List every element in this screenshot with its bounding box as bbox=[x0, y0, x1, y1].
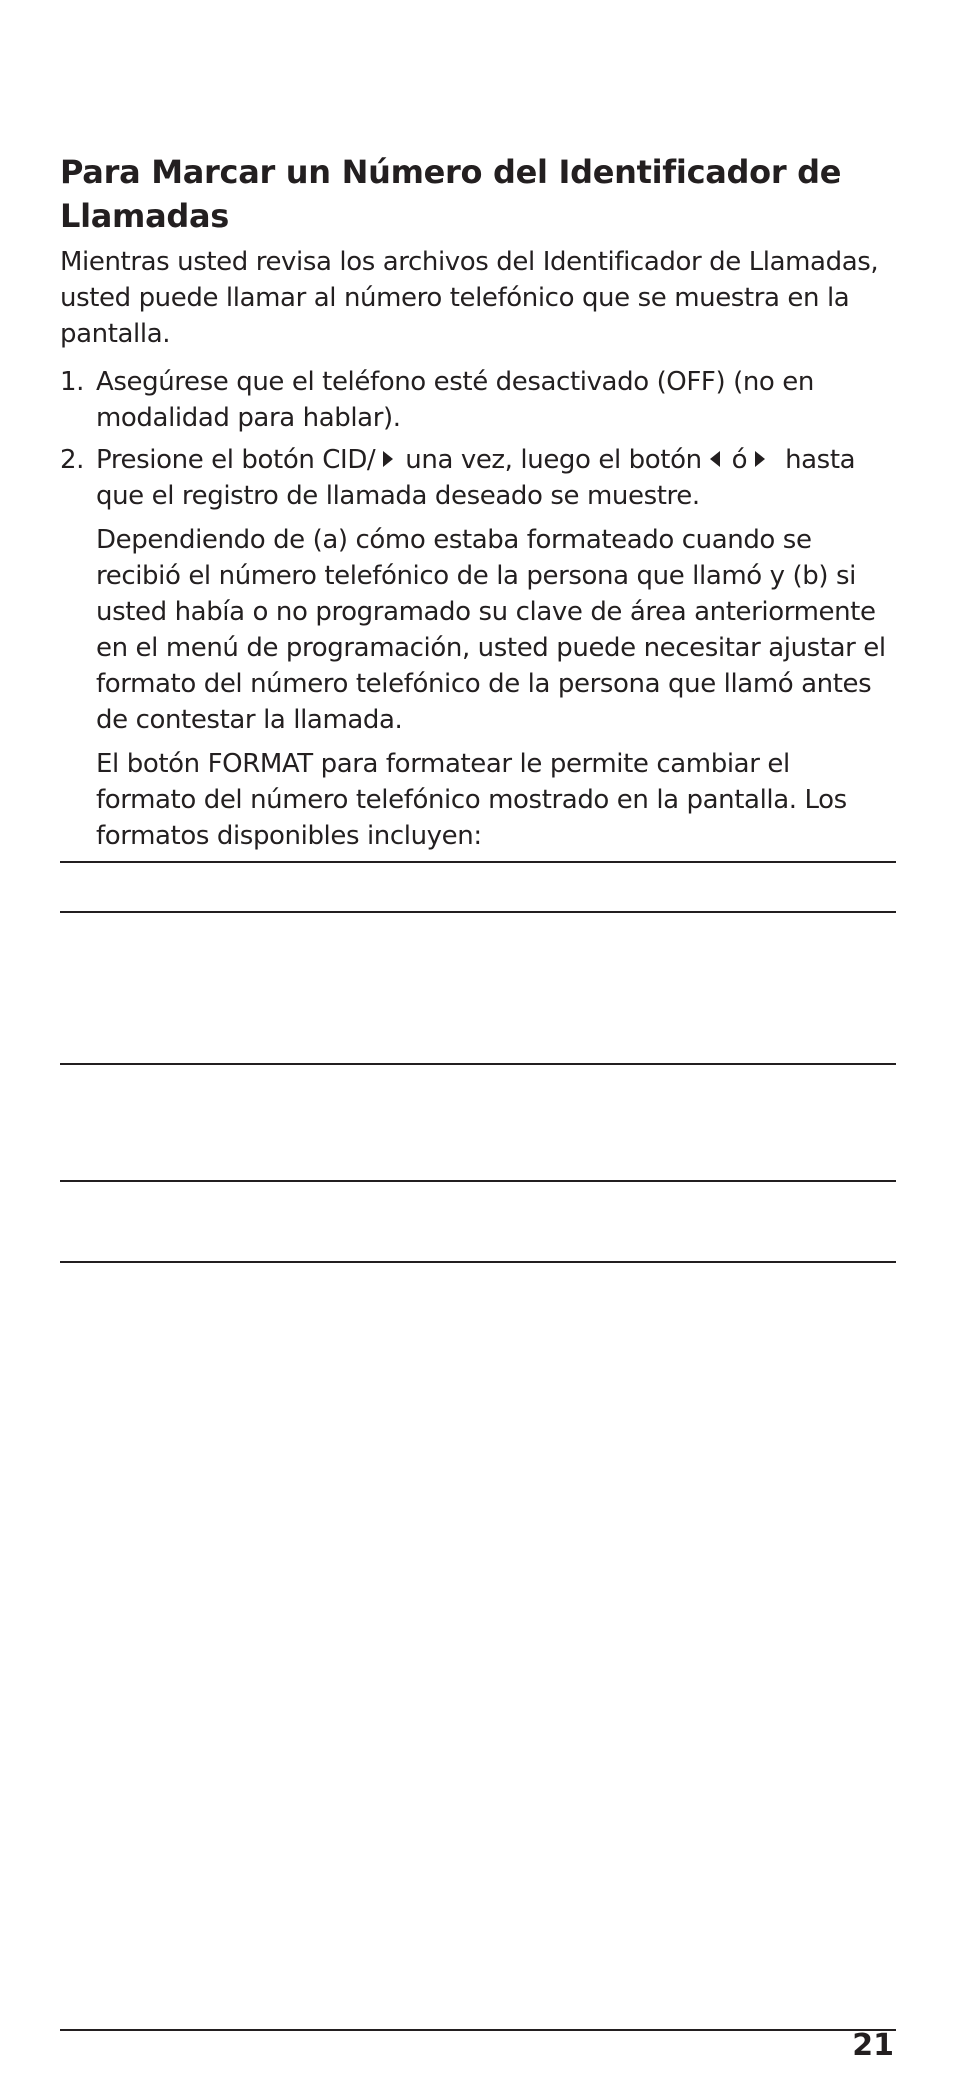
table-rule-3 bbox=[60, 1063, 896, 1065]
manual-page bbox=[60, 150, 896, 854]
step-1 bbox=[60, 364, 896, 436]
step-2-text-d: hasta que el registro de llamada deseado se muestre. bbox=[96, 445, 856, 511]
step-2-text-c: ó bbox=[731, 445, 748, 475]
step-2-text-b: una vez, luego el botón bbox=[405, 445, 702, 475]
step-2 bbox=[60, 442, 896, 514]
step-2-number: 2. bbox=[60, 445, 85, 475]
page-number: 21 bbox=[852, 2028, 894, 2063]
table-rule-2 bbox=[60, 911, 896, 913]
steps-list bbox=[60, 364, 896, 514]
table-rule-4 bbox=[60, 1180, 896, 1182]
intro-paragraph: Mientras usted revisa los archivos del Identificador de Llamadas, usted puede llamar al número telefónico que se muestra en la pantalla. bbox=[60, 247, 879, 349]
step-2-paragraph-2: El botón FORMAT para formatear le permite cambiar el formato del número telefónico mostrado en la pantalla. Los formatos disponibles incluyen: bbox=[96, 749, 847, 851]
footer-rule bbox=[60, 2029, 896, 2031]
step-2-paragraph-1: Dependiendo de (a) cómo estaba formateado cuando se recibió el número telefónico de la persona que llamó y (b) si usted había o no programado su clave de área anteriormente en el menú de programación, usted puede necesitar ajustar el formato del número telefónico de la persona que llamó antes de contestar la llamada. bbox=[96, 525, 886, 735]
section-title: Para Marcar un Número del Identificador de Llamadas bbox=[60, 153, 842, 235]
triangle-left-icon bbox=[710, 451, 720, 467]
table-rule-1 bbox=[60, 861, 896, 863]
step-1-number: 1. bbox=[60, 367, 85, 397]
triangle-right-icon bbox=[383, 451, 393, 467]
step-1-text: Asegúrese que el teléfono esté desactivado (OFF) (no en modalidad para hablar). bbox=[96, 367, 814, 433]
triangle-right-icon bbox=[755, 451, 765, 467]
table-rule-5 bbox=[60, 1261, 896, 1263]
step-2-text-a: Presione el botón CID/ bbox=[96, 445, 376, 475]
